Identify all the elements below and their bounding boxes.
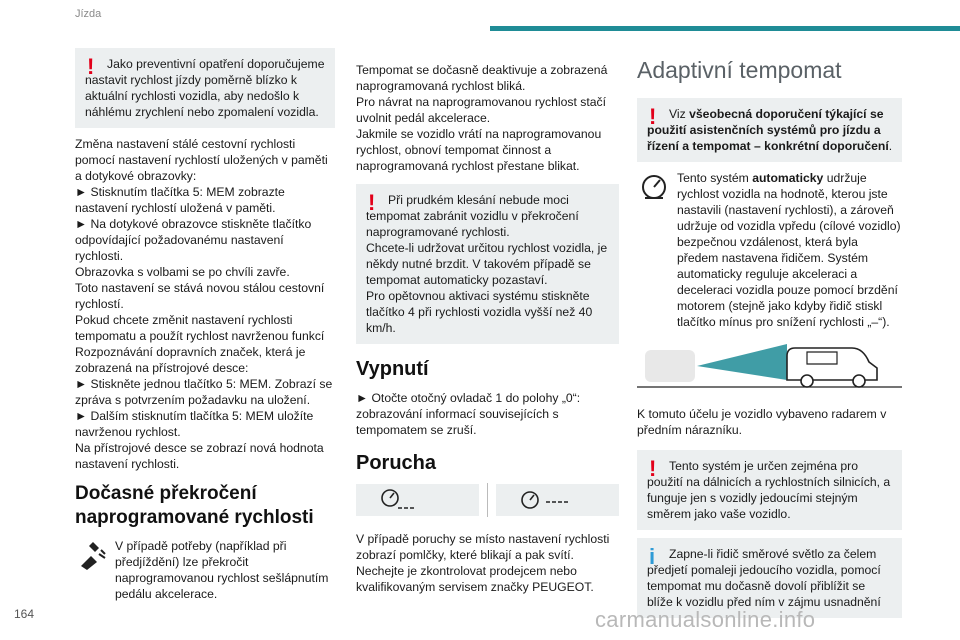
- warning-icon: !: [368, 190, 376, 215]
- fault-display-left: [356, 484, 479, 516]
- divider: [487, 483, 488, 517]
- icon-text-pre: Tento systém: [677, 171, 753, 185]
- paragraph: ► Na dotykové obrazovce stiskněte tlačítko odpovídající požadovanému nastavení rychlosti.: [75, 217, 312, 263]
- paragraph: ► Stisknutím tlačítka 5: MEM zobrazte nastavení rychlostí uložená v paměti.: [75, 185, 285, 215]
- warning-text-post: .: [888, 139, 893, 153]
- section-heading-fault: Porucha: [356, 452, 437, 474]
- warning-icon: !: [87, 54, 95, 79]
- adaptive-cruise-icon: [637, 170, 671, 204]
- warning-text: Tento systém je určen zejména pro použití na dálnicích a rychlostních silnicích, a funguje jen s vozidly jedoucími stejným směrem jako vaše vozidlo.: [647, 459, 891, 521]
- warning-text: Chcete-li udržovat určitou rychlost vozidla, je někdy nutné brzdit. V takovém případě se tempomat automaticky pozastaví.: [366, 241, 608, 287]
- car-radar-icon: [637, 340, 902, 390]
- icon-paragraph-text: [637, 170, 902, 330]
- warning-text-bold: všeobecná doporučení týkající se použití asistenčních systémů pro jízdu a řízení a tempomat – konkrétní doporučení: [647, 107, 889, 153]
- warning-box: [637, 450, 902, 530]
- paragraph: Tempomat se dočasně deaktivuje a zobrazená naprogramovaná rychlost bliká.: [356, 63, 608, 93]
- warning-box: [637, 98, 902, 162]
- header-accent-bar: [490, 26, 960, 31]
- paragraph: Pokud chcete změnit nastavení rychlosti tempomatu a použít rychlost navrženou funkcí Rozpoznávání dopravních značek, která je zobrazená na přístrojové desce:: [75, 313, 325, 375]
- column-1: [75, 48, 335, 602]
- page-title: Adaptivní tempomat: [637, 57, 842, 83]
- warning-text-pre: Viz: [669, 107, 690, 121]
- section-heading-off: Vypnutí: [356, 358, 429, 380]
- paragraph: Změna nastavení stálé cestovní rychlosti pomocí nastavení rychlostí uložených v paměti a dotykové obrazovky:: [75, 137, 328, 183]
- paragraph: ► Dalším stisknutím tlačítka 5: MEM uložíte navrženou rychlost.: [75, 409, 314, 439]
- column-3: [637, 48, 902, 626]
- warning-box: [75, 48, 335, 128]
- section-heading: Dočasné překročení naprogramované rychlosti: [75, 483, 314, 528]
- radar-illustration: [637, 340, 902, 390]
- paragraph: ► Otočte otočný ovladač 1 do polohy „0“: zobrazování informací souvisejících s tempomatem se zruší.: [356, 391, 581, 437]
- fault-displays: [356, 484, 619, 517]
- warning-text: Při prudkém klesání nebude moci tempomat zabránit vozidlu v překročení naprogramované rychlosti.: [366, 193, 579, 239]
- info-text: Zapne-li řidič směrové světlo za čelem předjetí pomaleji jedoucího vozidla, pomocí tempomat mu dočasně dovolí přiblížit se blíže k vozidlu před ním v zájmu usnadnění: [647, 547, 881, 609]
- info-box: [637, 538, 902, 618]
- paragraph: Toto nastavení se stává novou stálou cestovní rychlostí.: [75, 281, 325, 311]
- paragraph: Jakmile se vozidlo vrátí na naprogramovanou rychlost, obnoví tempomat činnost a naprogramovaná rychlost přestane blikat.: [356, 127, 602, 173]
- icon-paragraph: [75, 538, 335, 602]
- icon-paragraph-text: V případě potřeby (například při předjíždění) lze překročit naprogramovanou rychlost sešlápnutím pedálu akcelerace.: [115, 539, 329, 601]
- column-2: [356, 62, 619, 595]
- cruise-fault-icon: [378, 486, 418, 514]
- paragraph: V případě poruchy se místo nastavení rychlosti zobrazí pomlčky, které blikají a pak svítí. Nechejte je zkontrolovat prodejcem nebo kvalifikovaným servisem značky PEUGEOT.: [356, 532, 610, 594]
- cruise-fault-icon: [518, 486, 588, 514]
- warning-icon: !: [649, 104, 657, 129]
- paragraph: Obrazovka s volbami se po chvíli zavře.: [75, 265, 290, 279]
- warning-text: Jako preventivní opatření doporučujeme nastavit rychlost jízdy poměrně blízko k aktuální rychlosti vozidla, aby nedošlo k náhlému zrychlení nebo zpomalení vozidla.: [85, 57, 325, 119]
- info-icon: i: [649, 544, 656, 569]
- icon-text-post: udržuje rychlost vozidla na hodnotě, kterou jste nastavili (nastavení rychlosti), a zároveň udržuje od vozidla vpředu (cílové vozidlo) bezpečnou vzdálenost, která byla předem nastavena řidičem. Systém automaticky reguluje akceleraci a deceleraci vozidla pouze pomocí brzdění motorem (stejně jako kdyby řidič stiskl tlačítko mínus pro snížení rychlosti „–“).: [677, 171, 901, 329]
- paragraph: Na přístrojové desce se zobrazí nová hodnota nastavení rychlosti.: [75, 441, 324, 471]
- accelerator-pedal-icon: [75, 538, 109, 572]
- section-header: Jízda: [75, 8, 102, 20]
- fault-display-right: [496, 484, 619, 516]
- icon-text-bold: automaticky: [752, 171, 824, 185]
- paragraph: K tomuto účelu je vozidlo vybaveno radarem v předním nárazníku.: [637, 407, 887, 437]
- paragraph: Pro návrat na naprogramovanou rychlost stačí uvolnit pedál akcelerace.: [356, 95, 606, 125]
- watermark: carmanualsonline.info: [595, 607, 816, 632]
- warning-icon: !: [649, 456, 657, 481]
- warning-text: [647, 106, 894, 154]
- warning-box: [356, 184, 619, 344]
- warning-text: Pro opětovnou aktivaci systému stiskněte tlačítko 4 při rychlosti vozidla vyšší než 40 km/h.: [366, 289, 593, 335]
- icon-paragraph: [637, 170, 902, 330]
- page-number: 164: [14, 607, 35, 621]
- paragraph: ► Stiskněte jednou tlačítko 5: MEM. Zobrazí se zpráva s potvrzením požadavku na uložení.: [75, 377, 333, 407]
